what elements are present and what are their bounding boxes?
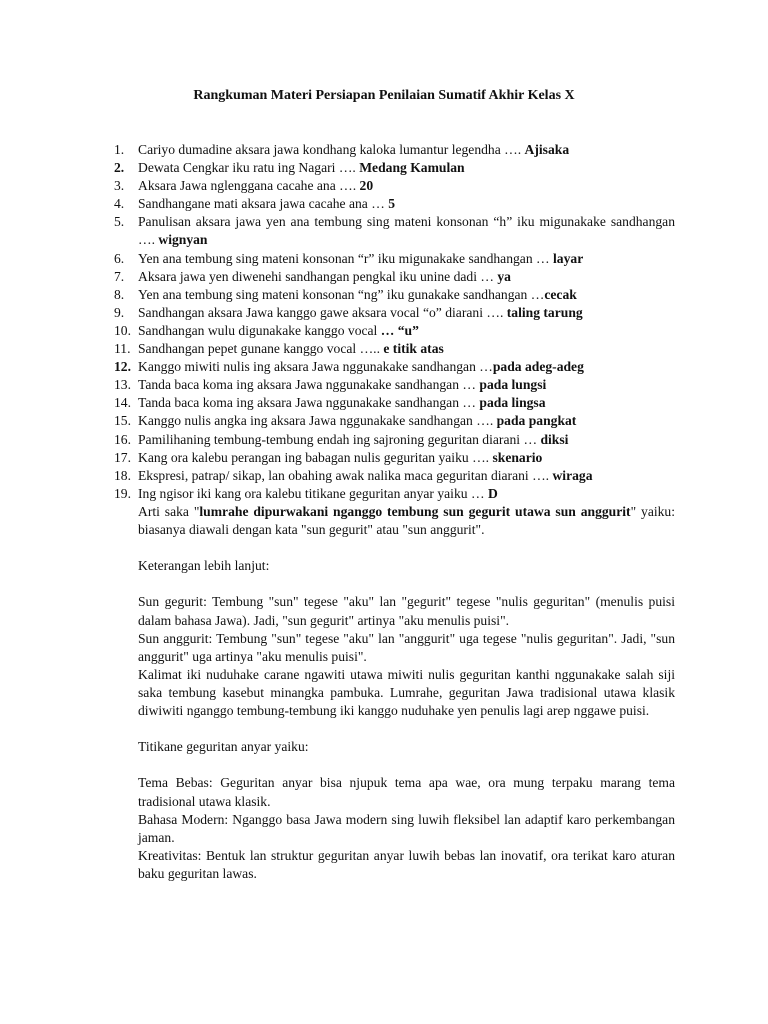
- question-answer: ya: [497, 268, 511, 284]
- question-text: Pamilihaning tembung-tembung endah ing sajroning geguritan diarani …: [138, 431, 541, 447]
- question-answer: pada pangkat: [496, 413, 577, 429]
- question-number: 14.: [114, 395, 131, 411]
- question-item: [114, 195, 675, 213]
- question-item: [114, 250, 675, 268]
- question-number: 15.: [114, 413, 131, 429]
- question-text: Sandhangan pepet gunane kanggo vocal …..: [138, 341, 384, 357]
- sun-gegurit-paragraph: Sun gegurit: Tembung "sun" tegese "aku" lan "gegurit" tegese "nulis geguritan" (menulis puisi dalam bahasa Jawa). Jadi, "sun gegurit" artinya "aku menulis puisi".: [138, 594, 675, 628]
- question-answer: Medang Kamulan: [359, 160, 465, 176]
- question-answer: Ajisaka: [524, 142, 570, 157]
- question-number: 3.: [114, 178, 125, 194]
- question-item: [114, 268, 675, 286]
- keterangan-heading: Keterangan lebih lanjut:: [138, 558, 270, 574]
- arti-prefix: Arti saka ": [138, 504, 200, 519]
- bahasa-modern-paragraph: Bahasa Modern: Nganggo basa Jawa modern sing luwih fleksibel lan adaptif karo perkembangan jaman.: [138, 811, 675, 845]
- question-text: Aksara Jawa nglenggana cacahe ana ….: [138, 178, 360, 194]
- question-answer: cecak: [544, 286, 577, 302]
- question-number: 10.: [114, 322, 131, 338]
- sun-anggurit-paragraph: Sun anggurit: Tembung "sun" tegese "aku" lan "anggurit" uga tegese "nulis geguritan". Jadi, "sun anggurit" uga artinya "aku menulis puisi".: [138, 630, 675, 664]
- question-answer: skenario: [492, 449, 543, 465]
- question-item: [114, 286, 675, 304]
- question-list: [114, 141, 675, 503]
- question-answer: pada lungsi: [479, 377, 547, 393]
- question-text: Kanggo nulis angka ing aksara Jawa nggunakake sandhangan ….: [138, 413, 497, 429]
- question-item: [114, 213, 675, 249]
- question-text: Ekspresi, patrap/ sikap, lan obahing awak nalika maca geguritan diarani ….: [138, 467, 553, 483]
- question-item: [114, 467, 675, 485]
- question-answer: taling tarung: [506, 304, 583, 320]
- question-text: Kang ora kalebu perangan ing babagan nulis geguritan yaiku ….: [138, 449, 493, 465]
- tema-bebas-paragraph: Tema Bebas: Geguritan anyar bisa njupuk tema apa wae, ora mung terpaku marang tema tradisional utawa klasik.: [138, 775, 675, 809]
- question-number: 18.: [114, 467, 131, 483]
- question-text: Aksara jawa yen diwenehi sandhangan pengkal iku unine dadi …: [138, 268, 498, 284]
- kreativitas-paragraph: Kreativitas: Bentuk lan struktur geguritan anyar luwih bebas lan inovatif, ora terikat karo aturan baku geguritan lawas.: [138, 847, 675, 881]
- question-item: [114, 394, 675, 412]
- question-text: Yen ana tembung sing mateni konsonan “ng” iku gunakake sandhangan …: [138, 286, 545, 302]
- question-answer: e titik atas: [383, 341, 444, 357]
- question-item: [114, 412, 675, 430]
- question-number: 7.: [114, 268, 125, 284]
- question-text: Kanggo miwiti nulis ing aksara Jawa nggunakake sandhangan …: [138, 359, 493, 375]
- question-number: 4.: [114, 196, 125, 212]
- question-text: Sandhangane mati aksara jawa cacahe ana …: [138, 196, 389, 212]
- question-number: 17.: [114, 449, 131, 465]
- arti-phrase: lumrahe dipurwakani nganggo tembung sun gegurit utawa sun anggurit: [199, 504, 631, 519]
- question-text: Dewata Cengkar iku ratu ing Nagari ….: [138, 160, 360, 176]
- question-text: Ing ngisor iki kang ora kalebu titikane geguritan anyar yaiku …: [138, 485, 488, 501]
- question-item: [114, 159, 675, 177]
- question-number: 8.: [114, 286, 125, 302]
- question-item: [114, 177, 675, 195]
- question-number: 6.: [114, 250, 125, 266]
- question-item: [114, 449, 675, 467]
- question-text: Yen ana tembung sing mateni konsonan “r” iku migunakake sandhangan …: [138, 250, 554, 266]
- kalimat-paragraph: Kalimat iki nuduhake carane ngawiti utawa miwiti nulis geguritan kanthi nggunakake salah siji saka tembung kasebut minangka pambuka. Lumrahe, geguritan Jawa tradisional utawa klasik diwiwiti nganggo tembung-tembung iki kanggo nuduhake yen penulis lagi arep nggawe puisi.: [138, 666, 675, 719]
- question-item: [114, 485, 675, 503]
- question-text: Tanda baca koma ing aksara Jawa nggunakake sandhangan …: [138, 377, 480, 393]
- question-number: 2.: [114, 160, 125, 176]
- question-number: 1.: [114, 142, 125, 157]
- question-answer: 5: [388, 196, 396, 212]
- question-answer: diksi: [540, 431, 569, 447]
- question-text: Sandhangan aksara Jawa kanggo gawe aksara vocal “o” diarani ….: [138, 304, 507, 320]
- question-item: [114, 322, 675, 340]
- question-answer: layar: [553, 250, 584, 266]
- question-answer: … “u”: [380, 322, 419, 338]
- question-answer: pada lingsa: [479, 395, 546, 411]
- question-item: [114, 431, 675, 449]
- explanation-section: [138, 503, 675, 883]
- question-text: Cariyo dumadine aksara jawa kondhang kaloka lumantur legendha ….: [138, 142, 525, 157]
- question-item: [114, 141, 675, 159]
- question-answer: 20: [359, 178, 374, 194]
- question-item: [114, 340, 675, 358]
- question-answer: wignyan: [158, 232, 208, 248]
- question-answer: pada adeg-adeg: [492, 359, 584, 375]
- question-number: 13.: [114, 377, 131, 393]
- arti-suffix: " yaiku: biasanya diawali dengan kata "sun gegurit" atau "sun anggurit".: [138, 504, 675, 538]
- question-number: 12.: [114, 359, 131, 375]
- titikane-heading: Titikane geguritan anyar yaiku:: [138, 739, 309, 755]
- question-number: 11.: [114, 341, 131, 357]
- question-item: [114, 358, 675, 376]
- question-text: Sandhangan wulu digunakake kanggo vocal: [138, 322, 381, 338]
- question-text: Tanda baca koma ing aksara Jawa nggunakake sandhangan …: [138, 395, 480, 411]
- question-answer: D: [487, 485, 498, 501]
- document-title: Rangkuman Materi Persiapan Penilaian Sumatif Akhir Kelas X: [193, 88, 575, 103]
- question-number: 19.: [114, 485, 131, 501]
- question-number: 16.: [114, 431, 131, 447]
- arti-paragraph: [138, 503, 675, 539]
- question-text: Panulisan aksara jawa yen ana tembung sing mateni konsonan “h” iku migunakake sandhangan ….: [138, 214, 675, 248]
- question-item: [114, 304, 675, 322]
- question-item: [114, 376, 675, 394]
- question-number: 5.: [114, 214, 125, 230]
- question-answer: wiraga: [552, 467, 593, 483]
- question-number: 9.: [114, 304, 125, 320]
